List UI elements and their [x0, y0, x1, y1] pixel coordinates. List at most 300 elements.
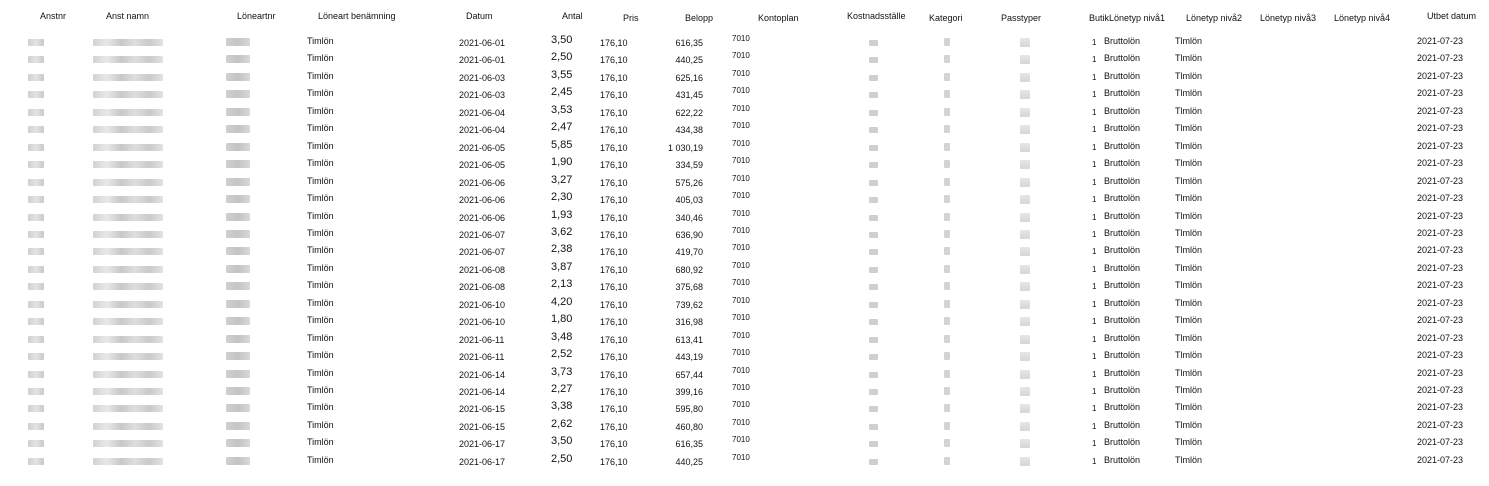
redacted-kostnadsstalle — [869, 337, 878, 343]
redacted-kategori — [944, 55, 950, 63]
cell-lonetyp-niva1: Bruttolön — [1104, 210, 1141, 221]
redacted-passtyper — [1020, 404, 1030, 413]
redacted-anst-namn — [93, 39, 163, 46]
redacted-kostnadsstalle — [869, 215, 878, 221]
table-row — [0, 453, 1489, 470]
redacted-anst-namn — [93, 248, 163, 255]
redacted-kostnadsstalle — [869, 57, 878, 63]
redacted-anst-namn — [93, 126, 163, 133]
table-row — [0, 331, 1489, 348]
cell-antal: 2,13 — [551, 278, 573, 291]
redacted-kostnadsstalle — [869, 354, 878, 360]
cell-datum: 2021-06-07 — [459, 229, 506, 240]
cell-kontoplan: 7010 — [732, 225, 750, 235]
redacted-anstnr — [28, 283, 44, 290]
table-row — [0, 69, 1489, 86]
redacted-kategori — [944, 352, 950, 360]
cell-antal: 1,80 — [551, 313, 573, 326]
cell-pris: 176,10 — [600, 247, 628, 258]
cell-lonetyp-niva2: Tlmlön — [1175, 245, 1203, 256]
redacted-passtyper — [1020, 422, 1030, 431]
cell-lonetyp-niva1: Bruttolön — [1104, 437, 1141, 448]
cell-loneart-benamning: Timlön — [307, 437, 334, 448]
redacted-kostnadsstalle — [869, 40, 878, 46]
cell-belopp: 680,92 — [675, 264, 703, 275]
redacted-anst-namn — [93, 179, 163, 186]
redacted-anst-namn — [93, 336, 163, 343]
redacted-kategori — [944, 370, 950, 378]
cell-loneart-benamning: Timlön — [307, 123, 334, 134]
cell-lonetyp-niva1: Bruttolön — [1104, 88, 1141, 99]
table-row — [0, 278, 1489, 295]
cell-lonetyp-niva2: Tlmlön — [1175, 36, 1203, 46]
cell-pris: 176,10 — [600, 439, 628, 450]
redacted-anst-namn — [93, 109, 163, 116]
redacted-kategori — [944, 125, 950, 133]
cell-kontoplan: 7010 — [732, 400, 750, 410]
cell-butik: 1 — [1092, 439, 1097, 449]
cell-lonetyp-niva1: Bruttolön — [1104, 53, 1141, 64]
cell-loneart-benamning: Timlön — [307, 385, 334, 395]
table-row — [0, 296, 1489, 313]
redacted-kostnadsstalle — [869, 372, 878, 378]
cell-lonetyp-niva1: Bruttolön — [1104, 70, 1141, 81]
cell-kontoplan: 7010 — [732, 156, 750, 166]
cell-datum: 2021-06-08 — [459, 264, 506, 275]
cell-antal: 2,30 — [551, 191, 573, 204]
cell-butik: 1 — [1092, 90, 1097, 100]
cell-belopp: 460,80 — [675, 421, 703, 432]
cell-belopp: 616,35 — [675, 439, 703, 450]
redacted-passtyper — [1020, 352, 1030, 361]
cell-datum: 2021-06-14 — [459, 387, 506, 397]
cell-belopp: 375,68 — [675, 282, 703, 293]
cell-antal: 2,27 — [551, 383, 573, 395]
cell-lonetyp-niva2: Tlmlön — [1175, 385, 1203, 395]
redacted-kostnadsstalle — [869, 92, 878, 98]
redacted-kategori — [944, 38, 950, 46]
redacted-loneartnr — [226, 457, 250, 465]
redacted-anstnr — [28, 91, 44, 98]
cell-loneart-benamning: Timlön — [307, 88, 334, 99]
cell-lonetyp-niva1: Bruttolön — [1104, 419, 1141, 430]
redacted-loneartnr — [226, 300, 250, 308]
cell-pris: 176,10 — [600, 72, 628, 83]
cell-kontoplan: 7010 — [732, 330, 750, 340]
cell-kontoplan: 7010 — [732, 260, 750, 270]
cell-antal: 3,27 — [551, 173, 573, 186]
cell-loneart-benamning: Timlön — [307, 227, 334, 238]
redacted-kategori — [944, 422, 950, 430]
cell-datum: 2021-06-05 — [459, 160, 506, 171]
table-row — [0, 348, 1489, 365]
cell-lonetyp-niva1: Bruttolön — [1104, 227, 1141, 238]
cell-kontoplan: 7010 — [732, 435, 750, 445]
redacted-kostnadsstalle — [869, 459, 878, 465]
cell-lonetyp-niva2: Tlmlön — [1175, 332, 1203, 343]
redacted-passtyper — [1020, 457, 1030, 466]
redacted-anst-namn — [93, 423, 163, 430]
cell-utbet-datum: 2021-07-23 — [1417, 367, 1464, 378]
cell-lonetyp-niva2: Tlmlön — [1175, 53, 1203, 64]
redacted-anst-namn — [93, 74, 163, 81]
redacted-kostnadsstalle — [869, 180, 878, 186]
redacted-passtyper — [1020, 317, 1030, 326]
redacted-loneartnr — [226, 38, 250, 46]
cell-datum: 2021-06-03 — [459, 90, 506, 101]
cell-butik: 1 — [1092, 387, 1097, 396]
redacted-passtyper — [1020, 387, 1030, 396]
cell-lonetyp-niva1: Bruttolön — [1104, 158, 1141, 169]
cell-lonetyp-niva1: Bruttolön — [1104, 123, 1141, 134]
cell-loneart-benamning: Timlön — [307, 193, 334, 204]
redacted-loneartnr — [226, 143, 250, 151]
cell-kontoplan: 7010 — [732, 121, 750, 131]
cell-utbet-datum: 2021-07-23 — [1417, 227, 1464, 238]
cell-kontoplan: 7010 — [732, 51, 750, 61]
redacted-passtyper — [1020, 143, 1030, 152]
cell-lonetyp-niva2: Tlmlön — [1175, 105, 1203, 116]
redacted-kostnadsstalle — [869, 145, 878, 151]
redacted-anst-namn — [93, 56, 163, 63]
redacted-kostnadsstalle — [869, 162, 878, 168]
cell-datum: 2021-06-01 — [459, 38, 506, 48]
cell-lonetyp-niva1: Bruttolön — [1104, 140, 1141, 151]
redacted-anst-namn — [93, 318, 163, 325]
table-row — [0, 86, 1489, 103]
cell-loneart-benamning: Timlön — [307, 350, 334, 361]
redacted-passtyper — [1020, 247, 1030, 256]
redacted-kostnadsstalle — [869, 284, 878, 290]
cell-pris: 176,10 — [600, 107, 628, 118]
cell-antal: 3,87 — [551, 260, 573, 273]
redacted-passtyper — [1020, 300, 1030, 309]
cell-pris: 176,10 — [600, 142, 628, 153]
cell-utbet-datum: 2021-07-23 — [1417, 193, 1464, 204]
redacted-kategori — [944, 265, 950, 273]
redacted-anst-namn — [93, 371, 163, 378]
table-row — [0, 174, 1489, 191]
header-butik-lonetyp-niva1: ButikLönetyp nivå1 — [1089, 13, 1166, 23]
redacted-anst-namn — [93, 301, 163, 308]
redacted-loneartnr — [226, 265, 250, 273]
cell-antal: 3,50 — [551, 34, 573, 46]
redacted-loneartnr — [226, 282, 250, 290]
cell-lonetyp-niva2: Tlmlön — [1175, 297, 1203, 308]
cell-datum: 2021-06-14 — [459, 369, 506, 380]
cell-antal: 5,85 — [551, 138, 573, 151]
cell-datum: 2021-06-04 — [459, 125, 506, 136]
cell-lonetyp-niva2: Tlmlön — [1175, 367, 1203, 378]
header-lonetyp-niva3: Lönetyp nivå3 — [1260, 13, 1317, 23]
cell-pris: 176,10 — [600, 404, 628, 415]
redacted-passtyper — [1020, 90, 1030, 99]
redacted-anstnr — [28, 405, 44, 412]
cell-lonetyp-niva2: Tlmlön — [1175, 454, 1203, 465]
cell-loneart-benamning: Timlön — [307, 367, 334, 378]
redacted-kostnadsstalle — [869, 302, 878, 308]
redacted-kostnadsstalle — [869, 424, 878, 430]
cell-loneart-benamning: Timlön — [307, 419, 334, 430]
header-utbet-datum: Utbet datum — [1427, 11, 1477, 21]
cell-butik: 1 — [1092, 125, 1097, 135]
redacted-kategori — [944, 317, 950, 325]
cell-kontoplan: 7010 — [732, 86, 750, 96]
cell-loneart-benamning: Timlön — [307, 53, 334, 64]
redacted-loneartnr — [226, 178, 250, 186]
redacted-loneartnr — [226, 335, 250, 343]
redacted-anst-namn — [93, 283, 163, 290]
redacted-passtyper — [1020, 230, 1030, 239]
cell-lonetyp-niva1: Bruttolön — [1104, 193, 1141, 204]
redacted-passtyper — [1020, 195, 1030, 204]
cell-datum: 2021-06-10 — [459, 317, 506, 328]
header-pris: Pris — [623, 13, 639, 23]
cell-kontoplan: 7010 — [732, 34, 750, 43]
cell-datum: 2021-06-17 — [459, 456, 506, 467]
redacted-passtyper — [1020, 73, 1030, 82]
redacted-passtyper — [1020, 160, 1030, 169]
redacted-kostnadsstalle — [869, 406, 878, 412]
redacted-loneartnr — [226, 352, 250, 360]
cell-kontoplan: 7010 — [732, 208, 750, 218]
table-row — [0, 400, 1489, 417]
cell-butik: 1 — [1092, 369, 1097, 379]
cell-belopp: 575,26 — [675, 177, 703, 188]
cell-datum: 2021-06-11 — [459, 334, 505, 345]
cell-datum: 2021-06-06 — [459, 212, 506, 223]
redacted-kategori — [944, 457, 950, 465]
cell-butik: 1 — [1092, 352, 1097, 362]
redacted-loneartnr — [226, 213, 250, 221]
redacted-anstnr — [28, 301, 44, 308]
cell-belopp: 595,80 — [675, 404, 703, 415]
redacted-anst-namn — [93, 161, 163, 168]
cell-butik: 1 — [1092, 195, 1097, 205]
cell-loneart-benamning: Timlön — [307, 210, 334, 221]
redacted-passtyper — [1020, 125, 1030, 134]
redacted-anstnr — [28, 144, 44, 151]
cell-lonetyp-niva1: Bruttolön — [1104, 297, 1141, 308]
redacted-loneartnr — [226, 195, 250, 203]
redacted-anstnr — [28, 371, 44, 378]
table-row — [0, 243, 1489, 260]
cell-datum: 2021-06-11 — [459, 352, 505, 363]
redacted-anstnr — [28, 214, 44, 221]
redacted-anst-namn — [93, 458, 163, 465]
cell-butik: 1 — [1092, 317, 1097, 327]
redacted-passtyper — [1020, 108, 1030, 117]
table-row — [0, 435, 1489, 452]
cell-butik: 1 — [1092, 55, 1097, 65]
table-row — [0, 418, 1489, 435]
redacted-loneartnr — [226, 108, 250, 116]
redacted-kategori — [944, 108, 950, 116]
redacted-loneartnr — [226, 90, 250, 98]
cell-lonetyp-niva1: Bruttolön — [1104, 385, 1141, 395]
cell-kontoplan: 7010 — [732, 278, 750, 288]
cell-loneart-benamning: Timlön — [307, 140, 334, 151]
cell-lonetyp-niva2: Tlmlön — [1175, 419, 1203, 430]
redacted-anst-namn — [93, 214, 163, 221]
redacted-anstnr — [28, 336, 44, 343]
cell-pris: 176,10 — [600, 55, 628, 66]
table-row — [0, 191, 1489, 208]
cell-utbet-datum: 2021-07-23 — [1417, 315, 1464, 326]
cell-lonetyp-niva2: Tlmlön — [1175, 280, 1203, 291]
cell-butik: 1 — [1092, 421, 1097, 431]
cell-datum: 2021-06-15 — [459, 421, 506, 432]
cell-utbet-datum: 2021-07-23 — [1417, 158, 1464, 169]
cell-pris: 176,10 — [600, 38, 628, 48]
redacted-passtyper — [1020, 55, 1030, 64]
cell-kontoplan: 7010 — [732, 68, 750, 78]
cell-antal: 3,53 — [551, 103, 573, 116]
redacted-kategori — [944, 90, 950, 98]
cell-utbet-datum: 2021-07-23 — [1417, 245, 1464, 256]
cell-belopp: 440,25 — [675, 456, 703, 467]
header-kontoplan: Kontoplan — [758, 13, 799, 23]
header-datum: Datum — [466, 11, 493, 21]
redacted-anstnr — [28, 440, 44, 447]
cell-loneart-benamning: Timlön — [307, 105, 334, 116]
cell-kontoplan: 7010 — [732, 313, 750, 323]
cell-kontoplan: 7010 — [732, 348, 750, 358]
table-row — [0, 226, 1489, 243]
cell-lonetyp-niva1: Bruttolön — [1104, 280, 1141, 291]
cell-butik: 1 — [1092, 247, 1097, 257]
redacted-anst-namn — [93, 353, 163, 360]
cell-datum: 2021-06-03 — [459, 72, 506, 83]
cell-lonetyp-niva2: Tlmlön — [1175, 227, 1203, 238]
cell-lonetyp-niva2: Tlmlön — [1175, 140, 1203, 151]
cell-butik: 1 — [1092, 299, 1097, 309]
cell-belopp: 625,16 — [675, 72, 703, 83]
redacted-kategori — [944, 300, 950, 308]
redacted-anstnr — [28, 126, 44, 133]
redacted-loneartnr — [226, 422, 250, 430]
cell-datum: 2021-06-06 — [459, 177, 506, 188]
table-row — [0, 209, 1489, 226]
cell-utbet-datum: 2021-07-23 — [1417, 297, 1464, 308]
redacted-anst-namn — [93, 231, 163, 238]
redacted-kategori — [944, 178, 950, 186]
cell-loneart-benamning: Timlön — [307, 332, 334, 343]
cell-belopp: 405,03 — [675, 195, 703, 206]
cell-belopp: 334,59 — [675, 160, 703, 171]
cell-lonetyp-niva2: Tlmlön — [1175, 88, 1203, 99]
cell-kontoplan: 7010 — [732, 138, 750, 148]
cell-kontoplan: 7010 — [732, 365, 750, 375]
cell-lonetyp-niva2: Tlmlön — [1175, 123, 1203, 134]
redacted-passtyper — [1020, 439, 1030, 448]
redacted-passtyper — [1020, 265, 1030, 274]
cell-antal: 2,47 — [551, 121, 573, 134]
redacted-anst-namn — [93, 91, 163, 98]
redacted-passtyper — [1020, 335, 1030, 344]
cell-datum: 2021-06-08 — [459, 282, 506, 293]
table-row — [0, 383, 1489, 400]
cell-pris: 176,10 — [600, 195, 628, 206]
table-row — [0, 34, 1489, 51]
redacted-anst-namn — [93, 405, 163, 412]
cell-lonetyp-niva1: Bruttolön — [1104, 245, 1141, 256]
cell-loneart-benamning: Timlön — [307, 454, 334, 465]
cell-belopp: 440,25 — [675, 55, 703, 66]
header-loneartnr: Löneartnr — [237, 11, 276, 21]
redacted-anst-namn — [93, 196, 163, 203]
redacted-kategori — [944, 213, 950, 221]
cell-antal: 3,50 — [551, 435, 573, 448]
table-row — [0, 139, 1489, 156]
cell-antal: 1,93 — [551, 208, 573, 221]
redacted-anst-namn — [93, 440, 163, 447]
cell-pris: 176,10 — [600, 421, 628, 432]
cell-belopp: 434,38 — [675, 125, 703, 136]
redacted-anstnr — [28, 161, 44, 168]
cell-pris: 176,10 — [600, 369, 628, 380]
cell-antal: 2,38 — [551, 243, 573, 256]
redacted-kostnadsstalle — [869, 75, 878, 81]
redacted-anstnr — [28, 179, 44, 186]
redacted-anst-namn — [93, 266, 163, 273]
cell-belopp: 431,45 — [675, 90, 703, 101]
cell-lonetyp-niva1: Bruttolön — [1104, 315, 1141, 326]
cell-antal: 3,55 — [551, 68, 573, 81]
cell-utbet-datum: 2021-07-23 — [1417, 454, 1464, 465]
cell-antal: 3,73 — [551, 365, 573, 378]
cell-belopp: 1 030,19 — [667, 142, 703, 153]
cell-pris: 176,10 — [600, 282, 628, 293]
redacted-passtyper — [1020, 370, 1030, 379]
cell-utbet-datum: 2021-07-23 — [1417, 88, 1464, 99]
cell-butik: 1 — [1092, 142, 1097, 152]
header-loneart-benamning: Löneart benämning — [318, 11, 396, 21]
redacted-loneartnr — [226, 55, 250, 63]
cell-antal: 1,90 — [551, 156, 573, 169]
redacted-loneartnr — [226, 73, 250, 81]
cell-lonetyp-niva2: Tlmlön — [1175, 437, 1203, 448]
cell-datum: 2021-06-06 — [459, 195, 506, 206]
redacted-kategori — [944, 195, 950, 203]
cell-pris: 176,10 — [600, 352, 628, 363]
cell-pris: 176,10 — [600, 125, 628, 136]
redacted-kostnadsstalle — [869, 389, 878, 395]
redacted-kategori — [944, 143, 950, 151]
cell-utbet-datum: 2021-07-23 — [1417, 123, 1464, 134]
cell-pris: 176,10 — [600, 160, 628, 171]
redacted-anstnr — [28, 231, 44, 238]
cell-lonetyp-niva2: Tlmlön — [1175, 70, 1203, 81]
cell-loneart-benamning: Timlön — [307, 36, 334, 46]
redacted-anstnr — [28, 248, 44, 255]
header-antal: Antal — [562, 11, 583, 21]
cell-lonetyp-niva1: Bruttolön — [1104, 262, 1141, 273]
cell-antal: 3,62 — [551, 225, 573, 238]
cell-utbet-datum: 2021-07-23 — [1417, 350, 1464, 361]
cell-kontoplan: 7010 — [732, 173, 750, 183]
redacted-anstnr — [28, 74, 44, 81]
cell-datum: 2021-06-17 — [459, 439, 506, 450]
cell-butik: 1 — [1092, 456, 1097, 466]
cell-antal: 3,38 — [551, 400, 573, 413]
cell-kontoplan: 7010 — [732, 243, 750, 253]
header-lonetyp-niva2: Lönetyp nivå2 — [1186, 13, 1243, 23]
cell-pris: 176,10 — [600, 299, 628, 310]
cell-lonetyp-niva2: Tlmlön — [1175, 158, 1203, 169]
cell-loneart-benamning: Timlön — [307, 158, 334, 169]
cell-datum: 2021-06-04 — [459, 107, 506, 118]
